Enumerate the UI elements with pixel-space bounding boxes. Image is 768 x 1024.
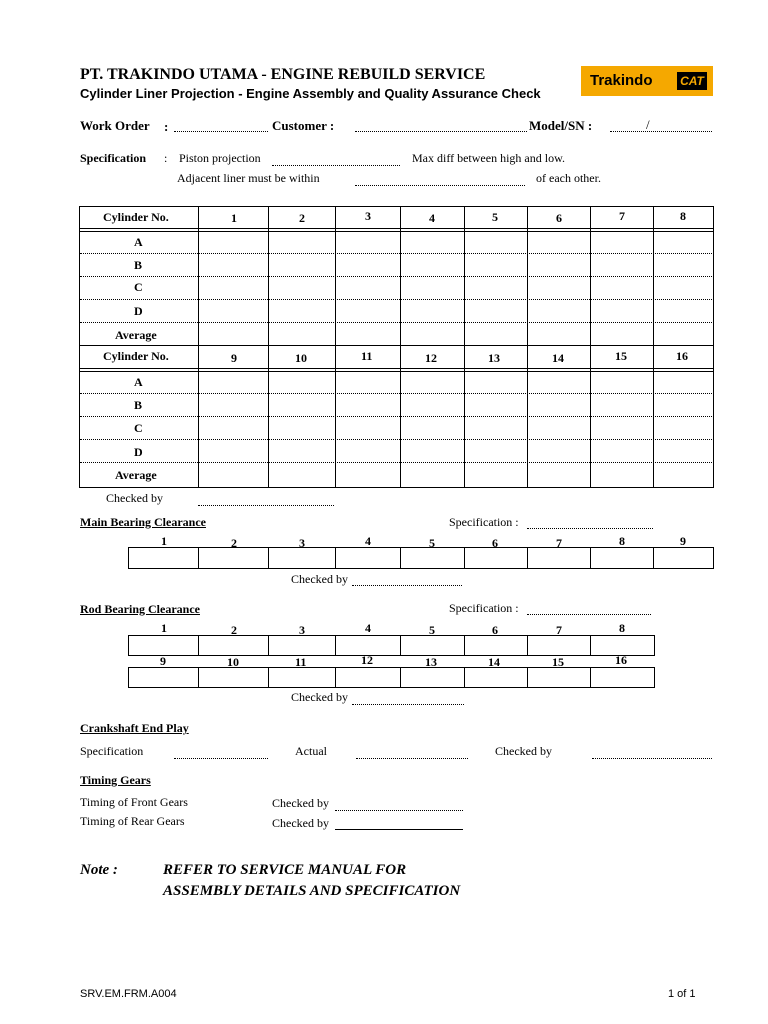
rod-bearing-num: 11 (295, 655, 307, 669)
main-bearing-num: 1 (161, 534, 167, 548)
row-label: D (134, 445, 143, 459)
timing-rear-checked-by-label: Checked by (272, 816, 329, 830)
piston-projection-field[interactable] (272, 165, 400, 166)
rod-bearing-num: 9 (160, 654, 166, 668)
row-label: D (134, 304, 143, 318)
liner-table (79, 206, 714, 488)
main-bearing-num: 3 (299, 536, 305, 550)
row-label: A (134, 235, 143, 249)
note-label: Note : (80, 862, 118, 878)
cyl-num: 10 (295, 351, 307, 365)
page-subtitle: Cylinder Liner Projection - Engine Assembly and Quality Assurance Check (80, 86, 541, 101)
cyl-num: 11 (361, 349, 373, 363)
cyl-num: 15 (615, 349, 627, 363)
page-title: PT. TRAKINDO UTAMA - ENGINE REBUILD SERVICE (80, 66, 486, 83)
cyl-num: 8 (680, 209, 686, 223)
rod-bearing-num: 16 (615, 653, 627, 667)
cyl-num: 5 (492, 210, 498, 224)
liner-checked-by-field[interactable] (198, 505, 334, 506)
cyl-num: 3 (365, 209, 371, 223)
rod-bearing-num: 4 (365, 621, 371, 635)
rod-bearing-num: 10 (227, 655, 239, 669)
customer-label: Customer : (272, 118, 335, 133)
main-bearing-title: Main Bearing Clearance (80, 515, 206, 529)
row-label: Average (115, 328, 157, 342)
note-line-1: REFER TO SERVICE MANUAL FOR (163, 862, 407, 878)
specification-label: Specification (80, 151, 146, 165)
cyl-num: 16 (676, 349, 688, 363)
piston-projection-label: Piston projection (179, 151, 261, 165)
cyl-num: 7 (619, 209, 625, 223)
rod-bearing-num: 3 (299, 623, 305, 637)
crankshaft-spec-field[interactable] (174, 758, 268, 759)
main-bearing-row (128, 547, 714, 569)
crankshaft-checked-by-label: Checked by (495, 744, 552, 758)
rod-bearing-num: 2 (231, 623, 237, 637)
row-label: B (134, 398, 143, 412)
crankshaft-actual-field[interactable] (356, 758, 468, 759)
timing-front-checked-by-field[interactable] (335, 810, 463, 811)
cat-logo-icon: CAT (677, 72, 707, 90)
main-bearing-num: 4 (365, 534, 371, 548)
rod-bearing-num: 14 (488, 655, 500, 669)
model-sn-field[interactable] (610, 131, 712, 132)
rod-bearing-checked-by-label: Checked by (291, 690, 348, 704)
rod-bearing-num: 5 (429, 623, 435, 637)
cyl-num: 1 (231, 211, 237, 225)
crankshaft-checked-by-field[interactable] (592, 758, 712, 759)
main-bearing-num: 7 (556, 536, 562, 550)
crankshaft-title: Crankshaft End Play (80, 721, 189, 735)
rod-bearing-num: 15 (552, 655, 564, 669)
rod-bearing-num: 1 (161, 621, 167, 635)
row-label: Average (115, 468, 157, 482)
main-bearing-checked-by-field[interactable] (352, 585, 462, 586)
adjacent-liner-label: Adjacent liner must be within (177, 171, 320, 185)
cylinder-no-label-1: Cylinder No. (103, 210, 169, 224)
customer-field[interactable] (355, 131, 527, 132)
work-order-colon: : (164, 119, 169, 134)
rod-bearing-title: Rod Bearing Clearance (80, 602, 200, 616)
main-bearing-num: 5 (429, 536, 435, 550)
model-sn-label: Model/SN : (529, 118, 593, 133)
logo-text: Trakindo (590, 72, 653, 89)
page-number: 1 of 1 (668, 988, 696, 1000)
trakindo-cat-logo (581, 66, 713, 96)
rod-bearing-num: 13 (425, 655, 437, 669)
each-other-text: of each other. (536, 171, 601, 185)
cyl-num: 12 (425, 351, 437, 365)
main-bearing-num: 9 (680, 534, 686, 548)
crankshaft-actual-label: Actual (295, 744, 327, 758)
timing-front-checked-by-label: Checked by (272, 796, 329, 810)
rod-bearing-checked-by-field[interactable] (352, 704, 464, 705)
rod-bearing-row-2 (128, 667, 655, 688)
work-order-field[interactable] (174, 131, 268, 132)
timing-rear-label: Timing of Rear Gears (80, 814, 185, 828)
specification-colon: : (164, 151, 168, 165)
work-order-label: Work Order (80, 118, 150, 133)
rod-bearing-num: 7 (556, 623, 562, 637)
timing-front-label: Timing of Front Gears (80, 795, 188, 809)
rod-bearing-spec-field[interactable] (527, 614, 651, 615)
rod-bearing-row-1 (128, 635, 655, 656)
cyl-num: 14 (552, 351, 564, 365)
row-label: C (134, 280, 143, 294)
timing-rear-checked-by-field[interactable] (335, 829, 463, 830)
row-label: C (134, 421, 143, 435)
crankshaft-spec-label: Specification (80, 744, 144, 758)
model-sn-slash: / (646, 117, 650, 132)
row-label: A (134, 375, 143, 389)
main-bearing-num: 8 (619, 534, 625, 548)
main-bearing-spec-field[interactable] (527, 528, 653, 529)
main-bearing-num: 2 (231, 536, 237, 550)
max-diff-text: Max diff between high and low. (412, 151, 565, 165)
cyl-num: 6 (556, 211, 562, 225)
rod-bearing-num: 8 (619, 621, 625, 635)
main-bearing-checked-by-label: Checked by (291, 572, 348, 586)
form-code: SRV.EM.FRM.A004 (80, 988, 177, 1000)
rod-bearing-num: 12 (361, 653, 373, 667)
timing-gears-title: Timing Gears (80, 773, 151, 787)
row-label: B (134, 258, 143, 272)
main-bearing-num: 6 (492, 536, 498, 550)
note-line-2: ASSEMBLY DETAILS AND SPECIFICATION (163, 883, 461, 899)
rod-bearing-spec-label: Specification : (449, 601, 519, 615)
liner-checked-by-label: Checked by (106, 491, 163, 505)
main-bearing-spec-label: Specification : (449, 515, 519, 529)
cyl-num: 2 (299, 211, 305, 225)
rod-bearing-num: 6 (492, 623, 498, 637)
cylinder-no-label-2: Cylinder No. (103, 349, 169, 363)
cyl-num: 9 (231, 351, 237, 365)
cyl-num: 13 (488, 351, 500, 365)
adjacent-liner-field[interactable] (355, 185, 525, 186)
cyl-num: 4 (429, 211, 435, 225)
